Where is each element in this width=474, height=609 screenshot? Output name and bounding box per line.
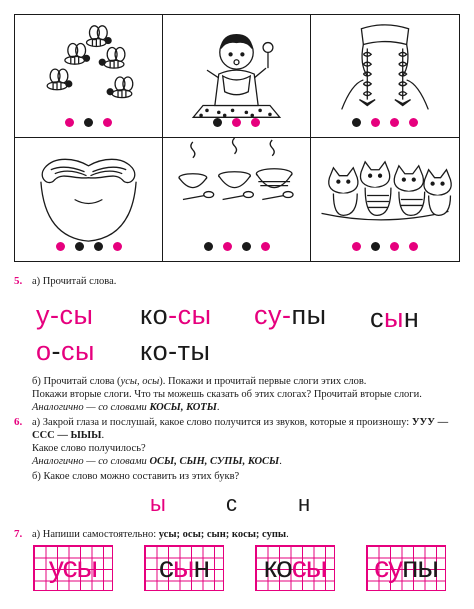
dot-pink bbox=[223, 242, 232, 251]
syllable: сы bbox=[62, 551, 98, 584]
writing-box-usy[interactable] bbox=[33, 545, 113, 591]
dot-pink bbox=[251, 118, 260, 127]
syllable: сы bbox=[291, 551, 327, 584]
dot-pink bbox=[113, 242, 122, 251]
syllable: сы bbox=[59, 300, 94, 330]
dot-black bbox=[75, 242, 84, 251]
picture-bees bbox=[15, 15, 163, 138]
syllable-dots bbox=[15, 118, 162, 127]
letter: ы bbox=[172, 551, 194, 584]
writing-box-syn[interactable] bbox=[144, 545, 224, 591]
letter: н bbox=[403, 303, 420, 333]
hyphen: - bbox=[51, 336, 62, 366]
dot-black bbox=[352, 118, 361, 127]
dot-pink bbox=[232, 118, 241, 127]
exercise-7-number: 7. bbox=[14, 528, 23, 540]
exercise-7a-instruction: а) Напиши самостоятельно: усы; осы; сын; косы; супы. bbox=[32, 529, 289, 540]
picture-braids bbox=[311, 15, 459, 138]
syllable: ко bbox=[140, 336, 169, 366]
dot-pink bbox=[103, 118, 112, 127]
syllable: сы bbox=[177, 300, 212, 330]
picture-kittens bbox=[311, 138, 459, 261]
writing-box-supy[interactable] bbox=[366, 545, 446, 591]
syllable-dots bbox=[311, 118, 459, 127]
dot-black bbox=[94, 242, 103, 251]
exercise-6b-instruction: б) Какое слово можно составить из этих букв? bbox=[32, 471, 240, 482]
word-usy bbox=[36, 300, 93, 330]
syllable: су bbox=[374, 551, 403, 584]
word-kosy bbox=[140, 300, 212, 330]
word-supy bbox=[254, 300, 327, 330]
dot-black bbox=[84, 118, 93, 127]
syllable: су bbox=[254, 300, 282, 330]
syllable: о bbox=[36, 336, 52, 366]
hyphen: - bbox=[50, 300, 60, 330]
syllable-dots bbox=[163, 118, 310, 127]
picture-child bbox=[163, 15, 311, 138]
hyphen: - bbox=[282, 300, 292, 330]
syllable-dots bbox=[311, 242, 459, 251]
hyphen: - bbox=[168, 336, 178, 366]
letter: с bbox=[158, 551, 173, 584]
word-koty bbox=[140, 336, 210, 366]
syllable: пы bbox=[291, 300, 327, 330]
letter-y: ы bbox=[150, 491, 166, 516]
letter-s: с bbox=[226, 491, 237, 516]
syllable: ко bbox=[263, 551, 292, 584]
word-osy bbox=[36, 336, 95, 366]
dot-pink bbox=[56, 242, 65, 251]
syllable: у bbox=[36, 300, 50, 330]
exercise-5a-instruction: а) Прочитай слова. bbox=[32, 276, 117, 287]
dot-black bbox=[242, 242, 251, 251]
dot-pink bbox=[65, 118, 74, 127]
hyphen: - bbox=[168, 300, 178, 330]
letter: с bbox=[370, 303, 384, 333]
letter: н bbox=[193, 551, 210, 584]
dot-pink bbox=[261, 242, 270, 251]
picture-grid bbox=[14, 14, 460, 262]
dot-pink bbox=[409, 242, 418, 251]
dot-pink bbox=[352, 242, 361, 251]
syllable-dots bbox=[15, 242, 162, 251]
word-syn bbox=[370, 303, 419, 333]
picture-soup-bowls bbox=[163, 138, 311, 261]
writing-box-kosy[interactable] bbox=[255, 545, 335, 591]
syllable: у bbox=[48, 551, 63, 584]
picture-mustache bbox=[15, 138, 163, 261]
dot-black bbox=[213, 118, 222, 127]
dot-pink bbox=[371, 118, 380, 127]
syllable: ты bbox=[177, 336, 211, 366]
dot-pink bbox=[390, 242, 399, 251]
syllable-dots bbox=[163, 242, 310, 251]
syllable: пы bbox=[402, 551, 438, 584]
syllable: сы bbox=[61, 336, 95, 366]
exercise-6-number: 6. bbox=[14, 416, 23, 428]
letter: ы bbox=[384, 303, 404, 333]
dot-black bbox=[204, 242, 213, 251]
dot-black bbox=[371, 242, 380, 251]
exercise-5-number: 5. bbox=[14, 275, 23, 287]
exercise-5b-instruction: б) Прочитай слова (усы, осы). Покажи и прочитай первые слоги этих слов. Покажи вторые слоги. Что ты можешь сказать об этих слогах? Прочитай вторые слоги. Аналогично — со словами КОСЫ, КОТЫ. bbox=[32, 376, 422, 413]
letter-n: н bbox=[298, 491, 311, 516]
dot-pink bbox=[409, 118, 418, 127]
dot-pink bbox=[390, 118, 399, 127]
exercise-6a-instruction: а) Закрой глаза и послушай, какое слово получится из звуков, которые я произношу: УУУ — ССС — ЫЫЫ. Какое слово получилось? Аналогично — со словами ОСЫ, СЫН, СУПЫ, КОСЫ. bbox=[32, 417, 449, 467]
syllable: ко bbox=[140, 300, 169, 330]
